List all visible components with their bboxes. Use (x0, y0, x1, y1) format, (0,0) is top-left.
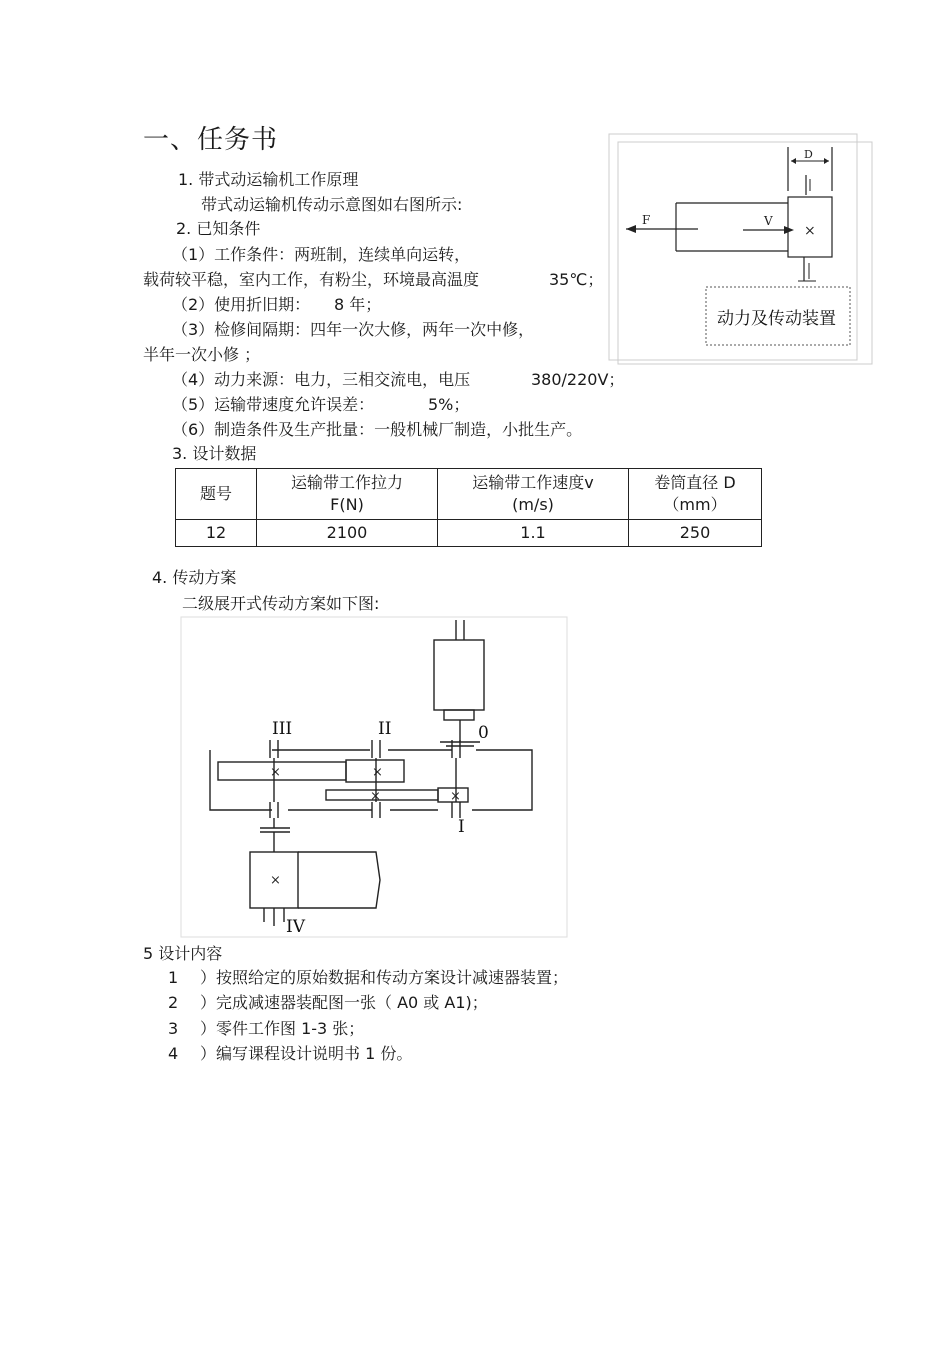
condition-1-cont: 载荷较平稳，室内工作，有粉尘，环境最高温度 (143, 270, 480, 289)
shaft-label-iv: IV (286, 917, 305, 937)
table-header-cell: 题号 (176, 469, 257, 520)
condition-4-value: 380/220V； (531, 370, 625, 389)
belt-conveyor-schematic (608, 133, 874, 365)
table-cell: 2100 (257, 520, 438, 547)
design-item-number: 1 (168, 968, 179, 987)
table-cell: 12 (176, 520, 257, 547)
table-cell: 250 (629, 520, 762, 547)
section-2-heading: 2. 已知条件 (176, 219, 261, 238)
design-item-text: ）按照给定的原始数据和传动方案设计减速器装置； (200, 968, 569, 987)
shaft-label-iii: III (272, 719, 293, 739)
page-title: 一、任务书 (143, 125, 279, 155)
section-1-text: 带式动运输机传动示意图如右图所示: (201, 195, 463, 214)
svg-text:×: × (372, 765, 383, 780)
condition-4: （4）动力来源：电力，三相交流电，电压 (172, 370, 471, 389)
condition-3-cont: 半年一次小修 ； (143, 345, 261, 364)
design-item-text: ）完成减速器装配图一张（ A0 或 A1)； (200, 993, 488, 1012)
section-3-heading: 3. 设计数据 (172, 444, 257, 463)
drive-box-label: 动力及传动装置 (717, 309, 836, 329)
section-5-heading: 5 设计内容 (143, 944, 223, 963)
condition-5-value: 5%； (428, 395, 470, 414)
svg-text:×: × (270, 873, 281, 888)
label-f: F (642, 213, 651, 227)
table-cell: 1.1 (438, 520, 629, 547)
condition-5: （5）运输带速度允许误差： (172, 395, 375, 414)
shaft-label-ii: II (378, 719, 392, 739)
shaft-label-i: I (458, 817, 465, 837)
shaft-label-0: 0 (478, 723, 489, 743)
table-header-cell: 运输带工作拉力 F(N) (257, 469, 438, 520)
condition-2-value: 8 年； (334, 295, 382, 314)
label-v: V (764, 214, 773, 228)
design-data-table (175, 468, 762, 547)
table-header-cell: 卷筒直径 D （mm） (629, 469, 762, 520)
condition-6: （6）制造条件及生产批量：一般机械厂制造，小批生产。 (172, 420, 583, 439)
svg-text:×: × (370, 789, 381, 804)
transmission-scheme-diagram (180, 616, 568, 938)
design-item-text: ）零件工作图 1-3 张； (200, 1019, 365, 1038)
design-item-number: 3 (168, 1019, 179, 1038)
condition-1: （1）工作条件：两班制，连续单向运转， (172, 245, 471, 264)
design-item-number: 2 (168, 993, 179, 1012)
section-4-text: 二级展开式传动方案如下图: (182, 594, 380, 613)
label-d: D (804, 148, 813, 161)
svg-text:×: × (270, 765, 281, 780)
svg-text:×: × (804, 223, 816, 239)
svg-text:×: × (450, 789, 461, 804)
condition-2: （2）使用折旧期： (172, 295, 311, 314)
table-header-cell: 运输带工作速度v (m/s) (438, 469, 629, 520)
table-row (176, 520, 762, 547)
condition-3: （3）检修间隔期：四年一次大修，两年一次中修， (172, 320, 535, 339)
design-item-text: ）编写课程设计说明书 1 份。 (200, 1044, 413, 1063)
section-4-heading: 4. 传动方案 (152, 568, 237, 587)
table-header-row (176, 469, 762, 520)
section-1-heading: 1. 带式动运输机工作原理 (178, 170, 359, 189)
condition-1-temp: 35℃； (549, 270, 604, 289)
design-item-number: 4 (168, 1044, 179, 1063)
